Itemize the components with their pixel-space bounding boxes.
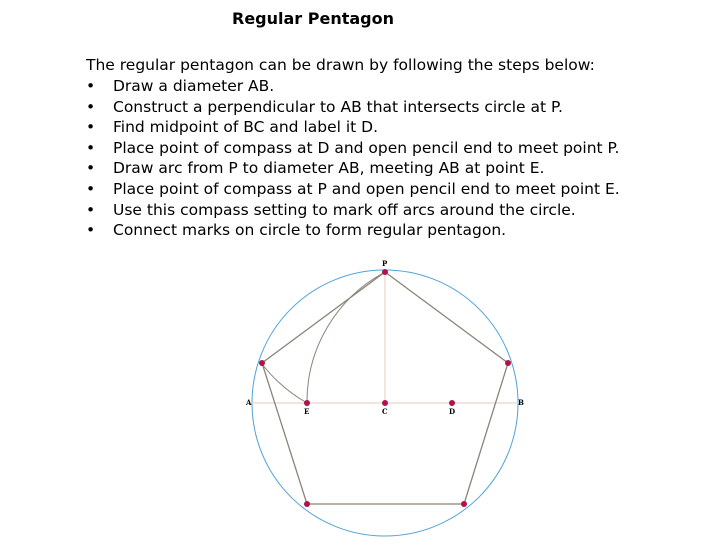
bullet: •	[86, 159, 96, 178]
bullet: •	[86, 221, 96, 240]
label-d: D	[449, 407, 456, 416]
step-text: Draw arc from P to diameter AB, meeting AB at point E.	[113, 159, 545, 178]
step-text: Construct a perpendicular to AB that intersects circle at P.	[113, 97, 563, 116]
bullet: •	[86, 77, 96, 95]
step-text: Draw a diameter AB.	[113, 77, 275, 95]
bullet: •	[86, 179, 96, 198]
bullet: •	[86, 97, 96, 116]
label-a: A	[246, 398, 252, 407]
bullet: •	[86, 118, 96, 137]
step-text: Use this compass setting to mark off arcs around the circle.	[113, 200, 576, 219]
step-text: Connect marks on circle to form regular pentagon.	[113, 221, 507, 240]
bullet: •	[86, 200, 96, 219]
step-text: Find midpoint of BC and label it D.	[113, 118, 379, 137]
label-c: C	[382, 407, 388, 416]
label-p: P	[382, 259, 388, 268]
point-d	[449, 400, 455, 406]
label-b: B	[518, 398, 524, 407]
label-e: E	[304, 407, 310, 416]
bullet: •	[86, 138, 96, 157]
point-c	[382, 400, 388, 406]
point-vertex-bottom-right	[461, 501, 467, 507]
point-vertex-right	[505, 360, 511, 366]
point-vertex-left	[259, 360, 265, 366]
point-p	[382, 269, 388, 275]
step-text: Place point of compass at P and open pencil end to meet point E.	[113, 179, 620, 198]
page-title: Regular Pentagon	[232, 9, 395, 28]
intro-text: The regular pentagon can be drawn by following the steps below:	[86, 56, 595, 74]
arc-p-to-e	[307, 272, 385, 403]
point-vertex-bottom-left	[304, 501, 310, 507]
step-text: Place point of compass at D and open pencil end to meet point P.	[113, 138, 620, 157]
point-e	[304, 400, 310, 406]
